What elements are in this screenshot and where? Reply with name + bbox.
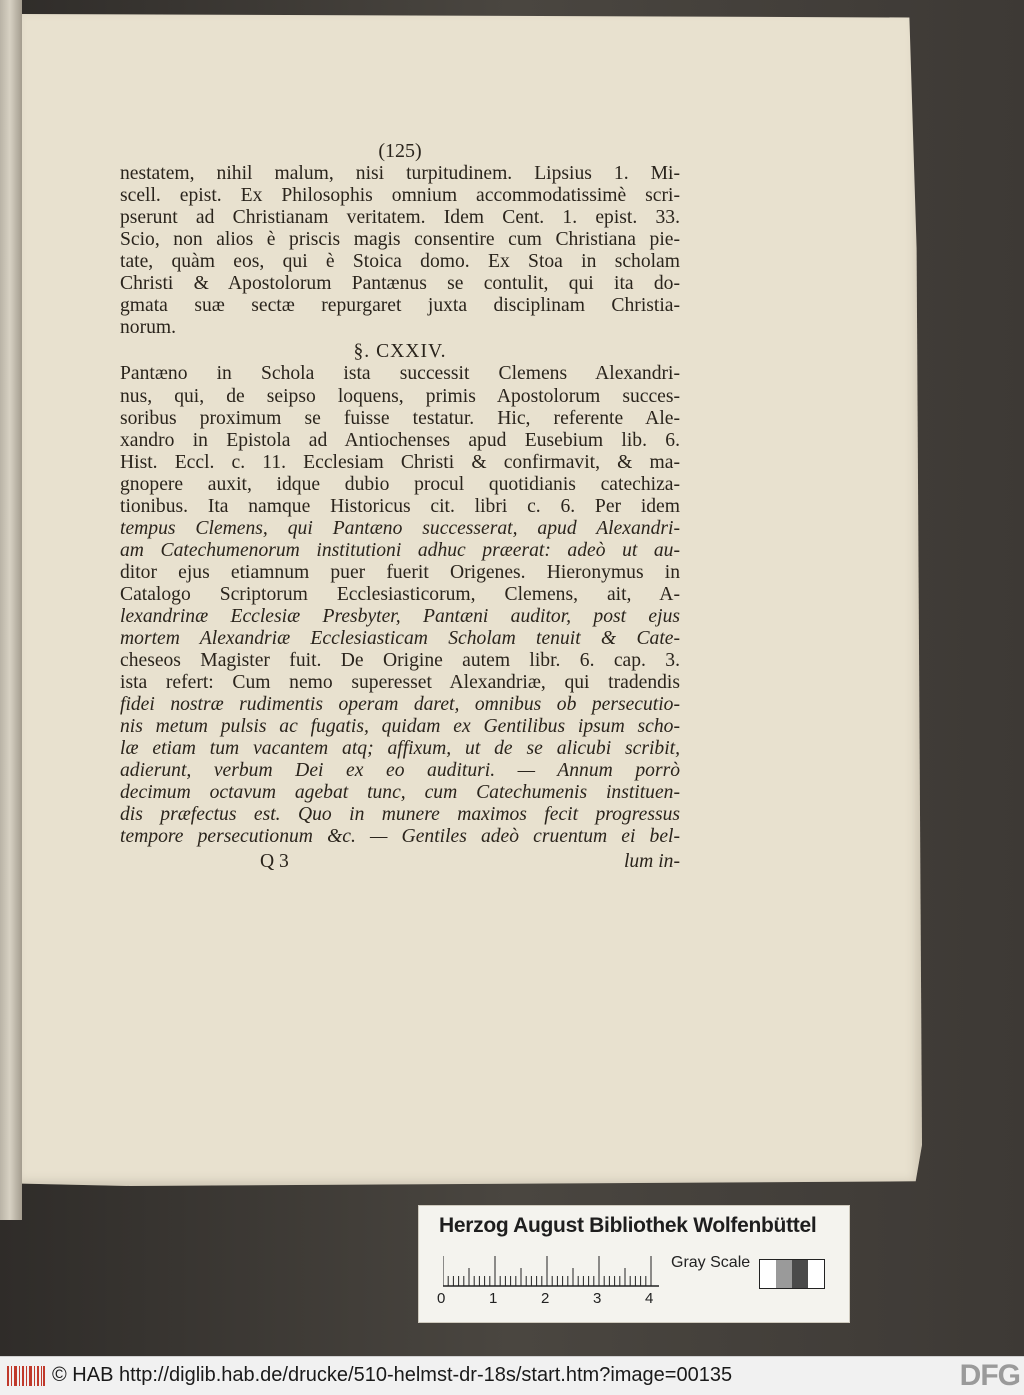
ruler-number: 1 xyxy=(489,1290,498,1307)
text-line: ditor ejus etiamnum puer fuerit Origenes. Hieronymus in xyxy=(120,561,680,583)
text-line: tate, quàm eos, qui è Stoica domo. Ex Stoa in scholam xyxy=(120,251,680,273)
library-color-card xyxy=(418,1205,850,1323)
text-line: scell. epist. Ex Philosophis omnium accommodatissimè scri- xyxy=(120,185,680,207)
page-text xyxy=(120,140,680,873)
text-line: tempore persecutionum &c. — Gentiles adeò cruentum ei bel- xyxy=(120,826,680,848)
text-line: gnopere auxit, idque dubio procul quotidianis catechiza- xyxy=(120,473,680,495)
viewer-footer xyxy=(0,1356,1024,1395)
text-line: xandro in Epistola ad Antiochenses apud Eusebium lib. 6. xyxy=(120,429,680,451)
text-line: tionibus. Ita namque Historicus cit. libri c. 6. Per idem xyxy=(120,495,680,517)
gray-scale-label: Gray Scale xyxy=(671,1254,751,1271)
text-line: Pantæno in Schola ista successit Clemens Alexandri- xyxy=(120,363,680,385)
gray-swatch xyxy=(808,1260,824,1288)
text-line: nis metum pulsis ac fugatis, quidam ex Gentilibus ipsum scho- xyxy=(120,716,680,738)
binding-edge xyxy=(0,0,22,1220)
ruler-numbers xyxy=(437,1290,677,1310)
ruler-number: 0 xyxy=(437,1290,446,1307)
ruler-number: 4 xyxy=(645,1290,654,1307)
text-line: am Catechumenorum institutioni adhuc præerat: adeò ut au- xyxy=(120,539,680,561)
catchword: lum in- xyxy=(623,850,680,872)
text-line: cheseos Magister fuit. De Origine autem libr. 6. cap. 3. xyxy=(120,650,680,672)
dfg-logo: DFG xyxy=(959,1359,1020,1392)
ruler-number: 2 xyxy=(541,1290,550,1307)
library-title: Herzog August Bibliothek Wolfenbüttel xyxy=(439,1214,817,1237)
gray-swatch xyxy=(760,1260,776,1288)
text-line: pserunt ad Christianam veritatem. Idem Cent. 1. epist. 33. xyxy=(120,207,680,229)
scale-ruler xyxy=(443,1252,659,1288)
text-line: dis præfectus est. Quo in munere maximos fecit progressus xyxy=(120,804,680,826)
text-line: ista refert: Cum nemo superesset Alexandriæ, qui tradendis xyxy=(120,672,680,694)
text-line: Catalogo Scriptorum Ecclesiasticorum, Clemens, ait, A- xyxy=(120,583,680,605)
text-line: mortem Alexandriæ Ecclesiasticam Scholam tenuit & Cate- xyxy=(120,628,680,650)
page-footer xyxy=(120,851,680,873)
text-line: norum. xyxy=(120,317,177,339)
text-line: soribus proximum se fuisse testatur. Hic, referente Ale- xyxy=(120,407,680,429)
text-line: decimum octavum agebat tunc, cum Catechumenis instituen- xyxy=(120,782,680,804)
barcode-icon xyxy=(6,1364,46,1388)
paragraph-1 xyxy=(120,163,680,339)
text-line: læ etiam tum vacantem atq; affixum, ut de se alicubi scribit, xyxy=(120,738,680,760)
gray-scale-swatch xyxy=(759,1259,825,1289)
text-line: adierunt, verbum Dei ex eo audituri. — Annum porrò xyxy=(120,760,680,782)
paragraph-2 xyxy=(120,363,680,848)
page-number: (125) xyxy=(378,140,422,162)
text-line: gmata suæ sectæ repurgaret juxta disciplinam Christia- xyxy=(120,295,680,317)
text-line: Christi & Apostolorum Pantænus se contulit, qui ita do- xyxy=(120,273,680,295)
text-line: Scio, non alios è priscis magis consentire cum Christiana pie- xyxy=(120,229,680,251)
copyright-link[interactable]: © HAB http://diglib.hab.de/drucke/510-helmst-dr-18s/start.htm?image=00135 xyxy=(52,1364,733,1386)
text-line: Hist. Eccl. c. 11. Ecclesiam Christi & confirmavit, & ma- xyxy=(120,451,680,473)
text-line: nestatem, nihil malum, nisi turpitudinem. Lipsius 1. Mi- xyxy=(120,163,680,185)
text-line: nus, qui, de seipso loquens, primis Apostolorum succes- xyxy=(120,385,680,407)
ruler-number: 3 xyxy=(593,1290,602,1307)
text-line: fidei nostræ rudimentis operam daret, omnibus ob persecutio- xyxy=(120,694,680,716)
gray-swatch xyxy=(776,1260,792,1288)
text-line: lexandrinæ Ecclesiæ Presbyter, Pantæni auditor, post ejus xyxy=(120,605,680,627)
section-heading: §. CXXIV. xyxy=(353,341,447,363)
signature-mark: Q 3 xyxy=(260,850,289,872)
text-line: tempus Clemens, qui Pantæno successerat, apud Alexandri- xyxy=(120,517,680,539)
gray-swatch xyxy=(792,1260,808,1288)
